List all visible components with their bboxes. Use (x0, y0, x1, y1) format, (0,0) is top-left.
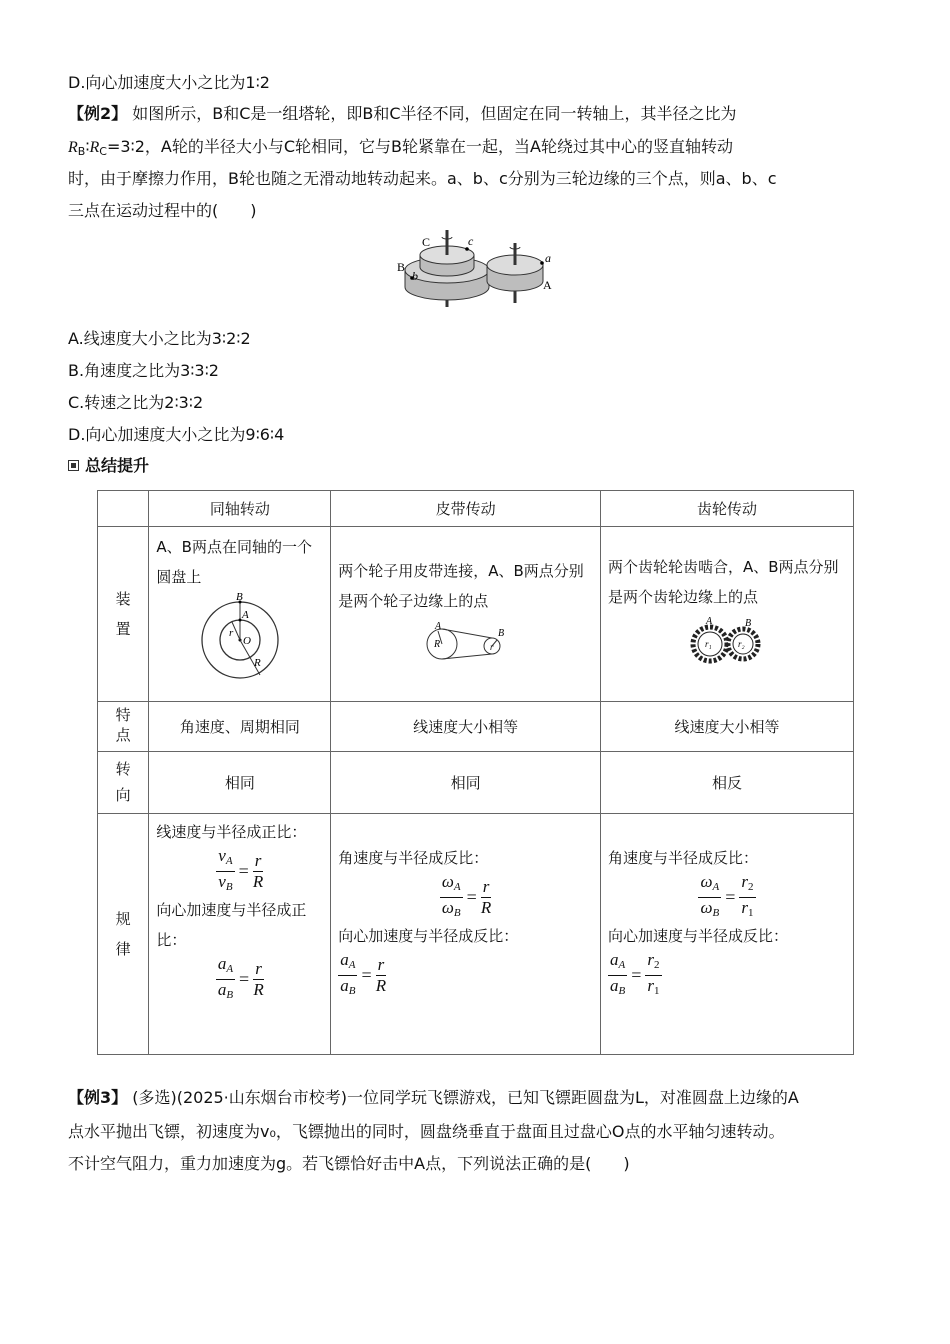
svg-text:B: B (745, 618, 752, 629)
label-A: A (543, 278, 552, 292)
device-belt-text: 两个轮子用皮带连接，A、B两点分别是两个轮子边缘上的点 (338, 562, 584, 610)
direction-belt: 相同 (331, 752, 601, 814)
svg-text:r₂: r₂ (738, 639, 745, 649)
device-coaxial (149, 527, 331, 702)
row-feature-head: 特点 (98, 702, 149, 752)
svg-text:A: A (706, 616, 713, 627)
svg-text:B: B (236, 592, 244, 603)
colon: ∶ (85, 137, 90, 156)
law-belt-formula2: $\frac{aA}{aB}$ = $\frac{r}{R}$ (340, 949, 387, 997)
subscript-b: B (77, 145, 86, 158)
label-B: B (397, 260, 406, 274)
svg-text:A: A (435, 621, 442, 632)
row-direction-head: 转向 (98, 752, 149, 814)
header-blank (98, 491, 149, 527)
header-coaxial: 同轴转动 (149, 491, 331, 527)
table-header-row (98, 491, 854, 527)
law-gear-formula2: $\frac{aA}{aB}$ = $\frac{r2}{r1}$ (610, 949, 660, 997)
feature-coaxial: 角速度、周期相同 (149, 702, 331, 752)
option-d: D.向心加速度大小之比为9∶6∶4 (68, 425, 285, 444)
example2-line2 (68, 134, 733, 158)
gear-diagram (602, 612, 852, 672)
law-coaxial-text1: 线速度与半径成正比： (156, 823, 307, 841)
example2-line4: 三点在运动过程中的( ) (68, 201, 257, 220)
summary-table (97, 490, 854, 1055)
device-gear-text: 两个齿轮轮齿啮合，A、B两点分别是两个齿轮边缘上的点 (608, 558, 839, 606)
row-device (98, 527, 854, 702)
svg-text:r: r (490, 642, 494, 652)
law-coaxial-formula1: $\frac{vA}{vB}$ = $\frac{r}{R}$ (218, 845, 264, 893)
label-b: b (412, 269, 418, 283)
law-belt-formula1: $\frac{\omega A}{\omega B}$ = $\frac{r}{R}$ (441, 871, 492, 919)
svg-text:O: O (243, 635, 252, 647)
law-gear-text1: 角速度与半径成反比： (608, 849, 759, 867)
row-device-head: 装置 (98, 527, 149, 702)
summary-heading (68, 453, 149, 476)
label-c: c (468, 234, 474, 248)
example2-text1: 如图所示，B和C是一组塔轮，即B和C半径不同，但固定在同一转轴上，其半径之比为 (132, 104, 737, 123)
row-direction (98, 752, 854, 814)
example2-label: 【例2】 (68, 104, 128, 123)
example2-text2: =3∶2，A轮的半径大小与C轮相同，它与B轮紧靠在一起，当A轮绕过其中心的竖直轴转动 (106, 137, 733, 156)
symbol-rb: R (68, 139, 78, 156)
example3-line3: 不计空气阻力，重力加速度为g。若飞镖恰好击中A点，下列说法正确的是( ) (68, 1154, 630, 1173)
prev-option-d: D.向心加速度大小之比为1∶2 (68, 73, 270, 92)
svg-text:r: r (229, 627, 234, 639)
svg-text:r₁: r₁ (705, 639, 712, 649)
option-b: B.角速度之比为3∶3∶2 (68, 361, 219, 380)
svg-text:A: A (242, 609, 250, 621)
example2-line3: 时，由于摩擦力作用，B轮也随之无滑动地转动起来。a、b、c分别为三轮边缘的三个点，则a、b、c (68, 169, 777, 188)
direction-gear: 相反 (601, 752, 854, 814)
law-gear-formula1: $\frac{\omega A}{\omega B}$ = $\frac{r2}{r1}$ (700, 871, 754, 919)
header-belt: 皮带传动 (331, 491, 601, 527)
symbol-rc: R (89, 139, 100, 156)
row-feature (98, 702, 854, 752)
law-coaxial-text2: 向心加速度与半径成正比： (156, 901, 307, 949)
svg-text:R: R (254, 657, 262, 669)
summary-square-icon (68, 460, 79, 471)
law-belt-text1: 角速度与半径成反比： (338, 849, 489, 867)
header-gear: 齿轮传动 (601, 491, 854, 527)
option-a: A.线速度大小之比为3∶2∶2 (68, 329, 251, 348)
feature-belt: 线速度大小相等 (331, 702, 601, 752)
coaxial-diagram (150, 592, 328, 687)
law-belt (331, 814, 601, 1055)
law-coaxial (149, 814, 331, 1055)
law-gear (601, 814, 854, 1055)
device-gear (601, 527, 854, 702)
svg-text:R: R (434, 639, 441, 650)
summary-title: 总结提升 (85, 456, 150, 475)
label-C: C (422, 235, 431, 249)
direction-coaxial: 相同 (149, 752, 331, 814)
law-coaxial-formula2: $\frac{aA}{aB}$ = $\frac{r}{R}$ (217, 953, 264, 1001)
subscript-c: C (99, 145, 107, 158)
example2-line1 (68, 101, 737, 124)
option-c: C.转速之比为2∶3∶2 (68, 393, 204, 412)
row-law (98, 814, 854, 1055)
svg-text:B: B (498, 628, 505, 639)
label-a: a (545, 251, 551, 265)
law-gear-text2: 向心加速度与半径成反比： (608, 927, 789, 945)
law-belt-text2: 向心加速度与半径成反比： (338, 927, 519, 945)
example3-text1: (多选)(2025·山东烟台市校考)一位同学玩飞镖游戏，已知飞镖距圆盘为L，对准圆盘上边缘的A (132, 1088, 799, 1107)
pagoda-wheel-figure (395, 225, 560, 310)
example3-line1 (68, 1085, 799, 1108)
example3-line2: 点水平抛出飞镖，初速度为v₀，飞镖抛出的同时，圆盘绕垂直于盘面且过盘心O点的水平轴匀速转动。 (68, 1122, 785, 1141)
belt-diagram (332, 616, 597, 676)
example3-label: 【例3】 (68, 1088, 128, 1107)
row-law-head: 规律 (98, 814, 149, 1055)
device-belt (331, 527, 601, 702)
feature-gear: 线速度大小相等 (601, 702, 854, 752)
device-coaxial-text: A、B两点在同轴的一个圆盘上 (156, 538, 312, 586)
